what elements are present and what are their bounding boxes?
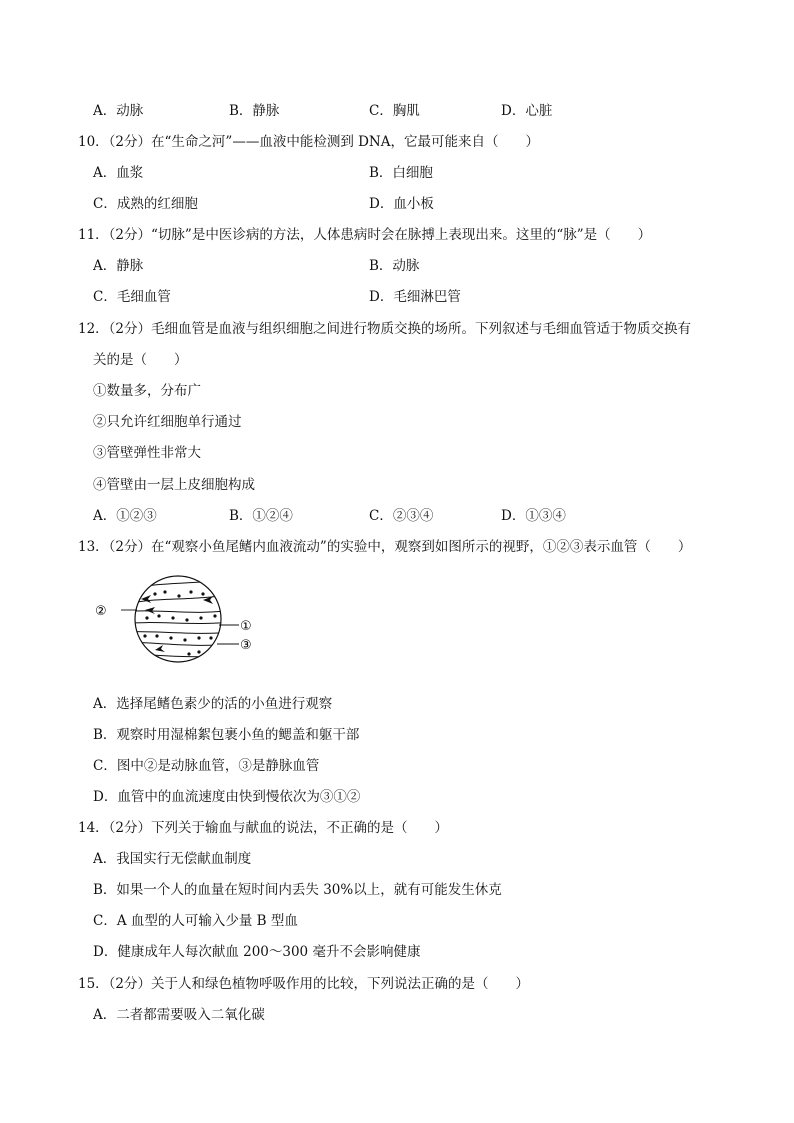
figure-label-3: ③ (240, 638, 252, 653)
q13-option-a: A．选择尾鳍色素少的活的小鱼进行观察 (93, 696, 333, 712)
q12-statement-1: ①数量多，分布广 (93, 383, 201, 399)
q12-option-d: D．①③④ (501, 508, 566, 524)
q9-option-b: B．静脉 (229, 103, 280, 119)
q10-option-c: C．成熟的红细胞 (93, 196, 198, 212)
figure-label-2: ② (95, 604, 107, 619)
q12-option-a: A．①②③ (93, 508, 157, 524)
q14-option-d: D．健康成年人每次献血 200～300 毫升不会影响健康 (93, 944, 421, 960)
q15-stem: 15．（2分）关于人和绿色植物呼吸作用的比较，下列说法正确的是（ ） (78, 976, 530, 992)
q9-option-d: D．心脏 (501, 103, 553, 119)
q11-option-b: B．动脉 (369, 258, 420, 274)
q13-stem: 13．（2分）在“观察小鱼尾鳍内血液流动”的实验中，观察到如图所示的视野，①②③表示血管（ ） (78, 539, 692, 555)
q14-option-a: A．我国实行无偿献血制度 (93, 851, 252, 867)
q12-option-b: B．①②④ (229, 508, 293, 524)
q9-option-a: A．动脉 (93, 103, 144, 119)
fish-tail-blood-vessel-figure (93, 572, 273, 684)
q10-option-d: D．血小板 (369, 196, 434, 212)
q10-stem: 10．（2分）在“生命之河”——血液中能检测到 DNA，它最可能来自（ ） (78, 134, 539, 150)
q9-option-c: C．胸肌 (369, 103, 420, 119)
figure-label-1: ① (240, 619, 252, 634)
q12-statement-4: ④管壁由一层上皮细胞构成 (93, 477, 255, 493)
q11-option-d: D．毛细淋巴管 (369, 289, 461, 305)
q11-option-a: A．静脉 (93, 258, 144, 274)
q10-option-b: B．白细胞 (369, 165, 433, 181)
q12-stem-line2: 关的是（ ） (93, 352, 188, 368)
q14-option-b: B．如果一个人的血量在短时间内丢失 30%以上，就有可能发生休克 (93, 882, 502, 898)
q15-option-a: A．二者都需要吸入二氧化碳 (93, 1007, 265, 1023)
q12-statement-2: ②只允许红细胞单行通过 (93, 414, 242, 430)
q14-option-c: C．A 血型的人可输入少量 B 型血 (93, 913, 298, 929)
q13-option-c: C．图中②是动脉血管，③是静脉血管 (93, 758, 320, 774)
q10-option-a: A．血浆 (93, 165, 144, 181)
q13-option-d: D．血管中的血流速度由快到慢依次为③①② (93, 789, 361, 805)
q14-stem: 14．（2分）下列关于输血与献血的说法，不正确的是（ ） (78, 820, 449, 836)
q12-stem-line1: 12．（2分）毛细血管是血液与组织细胞之间进行物质交换的场所。下列叙述与毛细血管适于物质交换有 (78, 321, 692, 337)
q11-option-c: C．毛细血管 (93, 289, 171, 305)
blood-vessel-diagram (93, 572, 273, 684)
q12-statement-3: ③管壁弹性非常大 (93, 445, 201, 461)
q11-stem: 11．（2分）“切脉”是中医诊病的方法，人体患病时会在脉搏上表现出来。这里的“脉”是（ ） (78, 227, 652, 243)
q13-option-b: B．观察时用湿棉絮包裹小鱼的鳃盖和躯干部 (93, 727, 360, 743)
q12-option-c: C．②③④ (369, 508, 434, 524)
